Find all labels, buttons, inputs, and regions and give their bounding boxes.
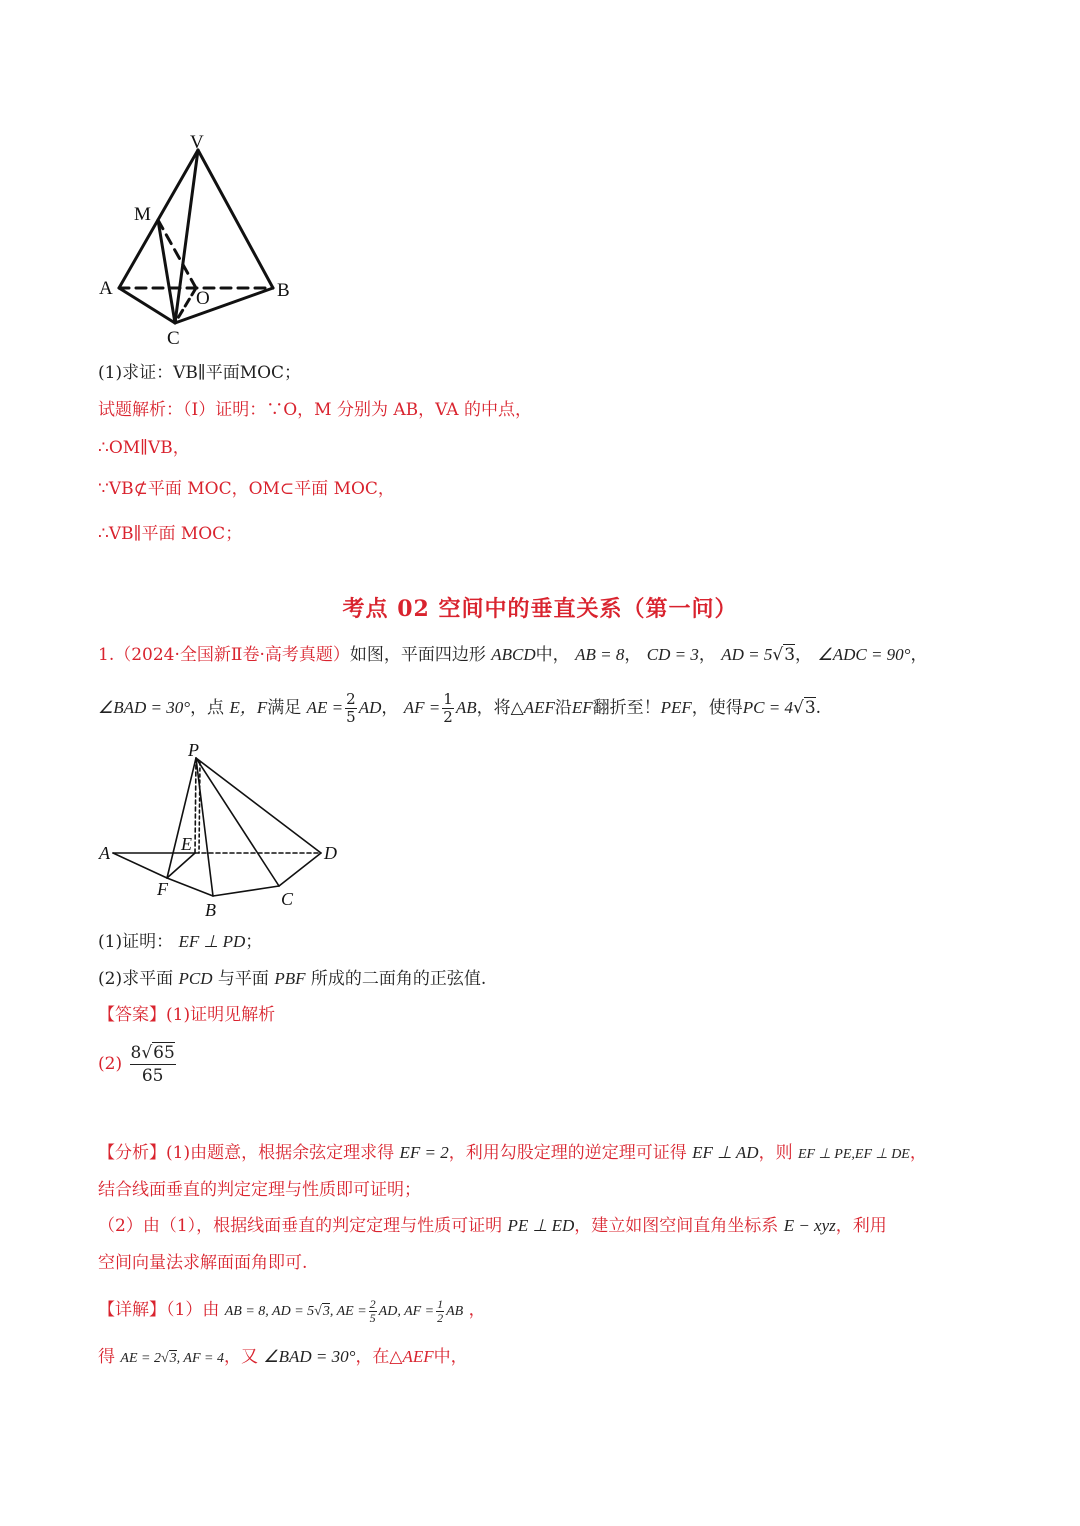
label-c: C <box>281 889 294 909</box>
question-1 <box>98 931 262 953</box>
math-ab-8: AB = 8 <box>575 645 625 664</box>
sqrt-arg: 3 <box>322 1304 330 1319</box>
sqrt-arg: 3 <box>804 698 816 718</box>
answer-fraction <box>130 1042 176 1087</box>
math-given <box>224 1297 464 1326</box>
edge-pe-dashed <box>195 758 196 853</box>
analysis-text: ， <box>909 1143 927 1163</box>
label-a: A <box>99 843 110 863</box>
math-ef-points: E，F <box>229 698 268 717</box>
edge-pc <box>196 758 279 886</box>
problem-number: 1. <box>98 645 115 665</box>
edge-pd <box>196 758 321 853</box>
math-part: AD, AF = <box>378 1304 435 1319</box>
analysis-line-1 <box>98 1142 927 1166</box>
edge-cd <box>279 853 321 886</box>
problem-text: 翻折至！ <box>592 698 661 718</box>
sqrt-symbol: √ <box>792 698 804 718</box>
question-2 <box>98 968 486 990</box>
problem-text: ，点 <box>190 698 225 718</box>
detail-text: ， <box>468 1300 486 1320</box>
math-ef: EF <box>571 698 593 717</box>
label-o: O <box>196 288 210 309</box>
edge-pb <box>196 758 213 896</box>
pyramid-svg <box>95 738 355 923</box>
label-f: F <box>157 879 168 899</box>
label-d: D <box>324 843 337 863</box>
problem-line-2: ∠BAD = 30°，点 E，F满足 AE = $\frac{2}{5}$ AD， AF = $\frac{1}{2}$ AB，将△AEF沿EF翻折至！PEF，使得PC = 4√3. <box>98 690 822 726</box>
figure-pyramid <box>95 738 355 923</box>
frac-den: 5 <box>369 1311 376 1326</box>
detail-tag: 【详解】 <box>98 1300 166 1320</box>
question-text: (1)证明： <box>98 932 174 952</box>
prev-question-1: (1)求证：VB∥平面MOC； <box>98 363 302 383</box>
problem-text: 如图，平面四边形 <box>349 645 486 665</box>
math-ef-perp-pd: EF ⊥ PD <box>178 932 246 951</box>
edge-ef <box>167 853 195 878</box>
analysis-text: (1)由题意，根据余弦定理求得 <box>166 1143 395 1163</box>
math-angle-adc: ∠ADC = 90° <box>817 645 911 664</box>
math-part: AB <box>446 1304 464 1319</box>
answer-part-2-label: (2) <box>98 1054 123 1074</box>
math-ef-perp-ad: EF ⊥ AD <box>692 1143 759 1162</box>
edge-bc <box>213 886 279 896</box>
question-text: (2)求平面 <box>98 969 174 989</box>
math-part: AB = 8, AD = 5 <box>224 1304 315 1319</box>
frac-num <box>130 1042 176 1065</box>
tetrahedron-svg <box>95 128 305 348</box>
detail-text: 中， <box>433 1347 468 1367</box>
math-pcd: PCD <box>178 969 213 988</box>
frac-num: 1 <box>443 690 453 708</box>
problem-line-1: 1.（2024·全国新Ⅱ卷·高考真题）如图，平面四边形 ABCD中， AB = 8， CD = 3， AD = 5√3， ∠ADC = 90°， <box>98 645 928 665</box>
answer-tag: 【答案】 <box>98 1005 166 1025</box>
problem-text: 中， <box>535 645 570 665</box>
math-ad: AD = 5 <box>721 645 773 664</box>
analysis-text: ，则 <box>758 1143 793 1163</box>
answer-part-1: (1)证明见解析 <box>166 1005 276 1025</box>
prev-solution-line-3: ∵VB⊄平面 MOC，OM⊂平面 MOC， <box>98 479 395 499</box>
edge-cb <box>175 288 273 323</box>
math-aef: AEF <box>523 698 555 717</box>
math-e-xyz: E − xyz <box>783 1216 836 1235</box>
math-ad: AD <box>358 698 382 717</box>
analysis-text: ，建立如图空间直角坐标系 <box>574 1216 779 1236</box>
question-text: 与平面 <box>217 969 269 989</box>
problem-text: 满足 <box>267 698 302 718</box>
detail-line-2 <box>98 1346 468 1370</box>
math-ab: AB <box>455 698 477 717</box>
frac-den: 65 <box>141 1066 164 1086</box>
frac-den: 2 <box>443 708 453 726</box>
prev-solution-head: 试题解析：（Ⅰ）证明：∵O，M 分别为 AB，VA 的中点， <box>98 400 532 420</box>
math-part: , AF = 4 <box>176 1351 224 1366</box>
label-p: P <box>188 740 199 760</box>
edge-vc <box>175 150 198 323</box>
analysis-tag: 【分析】 <box>98 1143 166 1163</box>
prev-solution-line-4: ∴VB∥平面 MOC； <box>98 524 243 544</box>
math-aef: AEF <box>402 1347 434 1366</box>
prev-solution-line-2: ∴OM∥VB， <box>98 438 190 458</box>
sqrt-arg: 3 <box>784 645 796 665</box>
detail-text: 得 <box>98 1347 115 1367</box>
sqrt-arg: 3 <box>169 1351 177 1366</box>
math-angle-bad: ∠BAD = 30° <box>263 1347 356 1366</box>
sqrt-symbol: √ <box>141 1043 153 1063</box>
sqrt-arg: 65 <box>153 1043 175 1063</box>
label-a: A <box>99 278 113 299</box>
detail-line-1 <box>98 1292 486 1330</box>
label-b: B <box>277 280 290 301</box>
analysis-line-2: 结合线面垂直的判定定理与性质即可证明； <box>98 1180 421 1200</box>
math-angle-bad: ∠BAD = 30° <box>98 698 191 717</box>
analysis-text: ，利用勾股定理的逆定理可证得 <box>448 1143 687 1163</box>
problem-source: （2024·全国新Ⅱ卷·高考真题） <box>114 645 350 665</box>
detail-text: （1）由 <box>166 1300 220 1320</box>
math-af-eq: AF = <box>403 698 441 717</box>
frac-num: 2 <box>346 690 356 708</box>
math-pef: PEF <box>660 698 692 717</box>
math-abcd: ABCD <box>491 645 536 664</box>
math-pe-perp-ed: PE ⊥ ED <box>507 1216 575 1235</box>
sqrt-symbol: √ <box>160 1351 169 1366</box>
fraction-2-5 <box>369 1298 377 1325</box>
frac-den: 2 <box>437 1311 444 1326</box>
label-c: C <box>167 328 180 348</box>
label-e: E <box>181 834 192 854</box>
problem-text: ，将△ <box>476 698 524 718</box>
math-part: AE = 2 <box>120 1351 161 1366</box>
answer-line-2 <box>98 1042 178 1087</box>
problem-text: ，使得 <box>691 698 743 718</box>
label-b: B <box>205 900 216 920</box>
frac-num: 2 <box>369 1297 376 1312</box>
math-cd-3: CD = 3 <box>646 645 699 664</box>
analysis-line-4: 空间向量法求解面面角即可. <box>98 1253 308 1273</box>
detail-text: ，又 <box>223 1347 258 1367</box>
math-part: , AE = <box>329 1304 367 1319</box>
math-ae-eq: AE = <box>306 698 344 717</box>
frac-num: 1 <box>437 1297 444 1312</box>
answer-line-1 <box>98 1004 275 1026</box>
sqrt-symbol: √ <box>314 1304 322 1319</box>
label-v: V <box>190 132 204 153</box>
figure-tetrahedron <box>95 128 305 348</box>
sqrt-symbol: √ <box>772 645 784 665</box>
fraction-2-5 <box>345 691 357 726</box>
edge-af <box>113 853 167 878</box>
analysis-text: （2）由（1），根据线面垂直的判定定理与性质可证明 <box>98 1216 503 1236</box>
math-ae-af <box>120 1350 224 1366</box>
edge-pf <box>167 758 196 878</box>
section-title: 考点 02 空间中的垂直关系（第一问） <box>342 596 738 622</box>
math-ef-perp-pe-de: EF ⊥ PE,EF ⊥ DE <box>798 1147 910 1162</box>
label-m: M <box>134 204 151 225</box>
problem-text: 沿 <box>554 698 572 718</box>
analysis-text: ，利用 <box>835 1216 887 1236</box>
edge-ac <box>119 288 175 323</box>
num-coef: 8 <box>130 1043 142 1063</box>
detail-text: ，在△ <box>355 1347 403 1367</box>
problem-text: . <box>815 698 822 718</box>
frac-den: 5 <box>346 708 356 726</box>
edge-fb <box>167 878 213 896</box>
edge-vb <box>198 150 273 288</box>
fraction-1-2 <box>436 1298 444 1325</box>
math-pc: PC = 4 <box>742 698 793 717</box>
fraction-1-2 <box>442 691 454 726</box>
math-ef-2: EF = 2 <box>399 1143 449 1162</box>
analysis-line-3 <box>98 1215 887 1237</box>
edge-pe-dashed-2 <box>199 762 200 853</box>
question-text: ； <box>245 932 263 952</box>
question-text: 所成的二面角的正弦值. <box>310 969 487 989</box>
math-pbf: PBF <box>274 969 306 988</box>
